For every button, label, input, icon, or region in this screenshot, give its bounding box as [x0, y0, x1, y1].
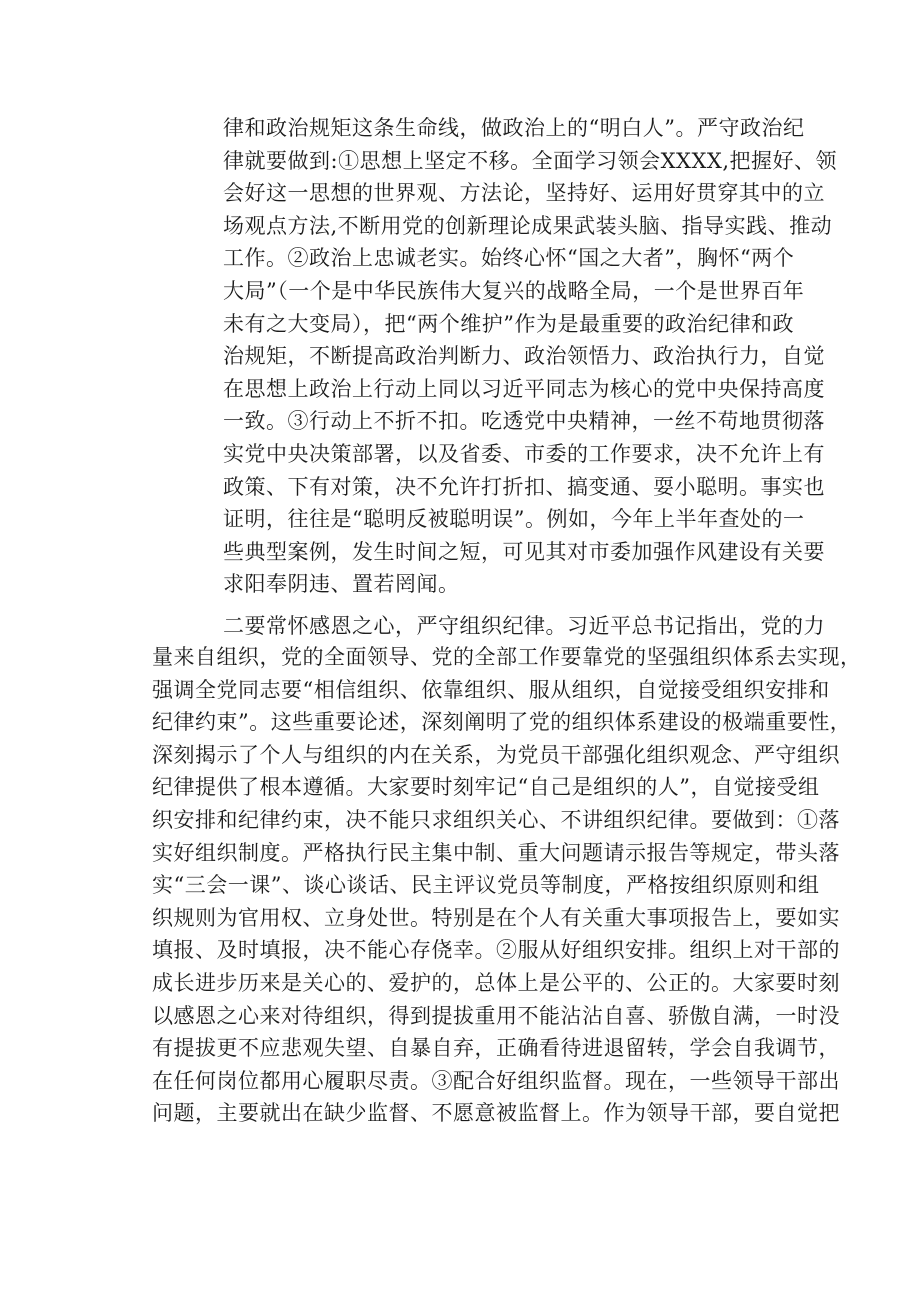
text-line: 纪律提供了根本遵循。大家要时刻牢记“自己是组织的人”，自觉接受组: [152, 775, 820, 800]
text-line: 深刻揭示了个人与组织的内在关系，为党员干部强化组织观念、严守组织: [152, 742, 840, 767]
text-line: 治规矩，不断提高政治判断力、政治领悟力、政治执行力，自觉: [223, 344, 825, 369]
text-line: 证明，往往是“聪明反被聪明误”。例如，今年上半年查处的一: [223, 507, 805, 532]
text-line: 实“三会一课”、谈心谈话、民主评议党员等制度，严格按组织原则和组: [152, 873, 820, 898]
text-line: 律就要做到:①思想上坚定不移。全面学习领会XXXX,把握好、领: [223, 148, 838, 173]
text-line: 有提拔更不应悲观失望、自暴自弃，正确看待进退留转，学会自我调节，: [152, 1036, 840, 1061]
text-line: 些典型案例，发生时间之短，可见其对市委加强作风建设有关要: [223, 539, 825, 564]
text-line: 填报、及时填报，决不能心存侥幸。②服从好组织安排。组织上对干部的: [152, 938, 840, 963]
text-line: 实党中央决策部署，以及省委、市委的工作要求，决不允许上有: [223, 442, 825, 466]
text-line: 在思想上政治上行动上同以习近平同志为核心的党中央保持高度: [223, 376, 825, 401]
text-line: 工作。②政治上忠诚老实。始终心怀“国之大者”，胸怀“两个: [223, 246, 795, 271]
text-line: 织安排和纪律约束，决不能只求组织关心、不讲组织纪律。要做到：①落: [152, 808, 840, 832]
text-line: 以感恩之心来对待组织，得到提拔重用不能沾沾自喜、骄傲自满，一时没: [152, 1003, 840, 1028]
text-line: 纪律约束”。这些重要论述，深刻阐明了党的组织体系建设的极端重要性，: [152, 710, 852, 735]
text-line: 量来自组织，党的全面领导、党的全部工作要靠党的坚强组织体系去实现，: [152, 645, 862, 669]
text-line: 实好组织制度。严格执行民主集中制、重大问题请示报告等规定，带头落: [152, 840, 840, 865]
text-line: 求阳奉阴违、置若罔闻。: [223, 572, 460, 597]
text-line: 强调全党同志要“相信组织、依靠组织、服从组织，自觉接受组织安排和: [152, 677, 830, 702]
text-line: 律和政治规矩这条生命线，做政治上的“明白人”。严守政治纪: [223, 116, 805, 140]
text-line: 大局”（一个是中华民族伟大复兴的战略全局，一个是世界百年: [223, 279, 805, 303]
text-line: 一致。③行动上不折不扣。吃透党中央精神，一丝不苟地贯彻落: [223, 409, 825, 434]
text-line: 未有之大变局），把“两个维护”作为是最重要的政治纪律和政: [223, 311, 794, 336]
text-line: 成长进步历来是关心的、爱护的，总体上是公平的、公正的。大家要时刻: [152, 971, 840, 995]
text-line: 场观点方法,不断用党的创新理论成果武装头脑、指导实践、推动: [223, 213, 833, 238]
paragraph-first-line: 二要常怀感恩之心，严守组织纪律。习近平总书记指出，党的力: [223, 614, 825, 638]
text-line: 织规则为官用权、立身处世。特别是在个人有关重大事项报告上，要如实: [152, 905, 840, 930]
text-line: 在任何岗位都用心履职尽责。③配合好组织监督。现在，一些领导干部出: [152, 1068, 840, 1093]
text-line: 会好这一思想的世界观、方法论，坚持好、运用好贯穿其中的立: [223, 181, 825, 206]
text-line: 问题，主要就出在缺少监督、不愿意被监督上。作为领导干部，要自觉把: [152, 1101, 840, 1126]
text-line: 政策、下有对策，决不允许打折扣、搞变通、耍小聪明。事实也: [223, 474, 825, 499]
